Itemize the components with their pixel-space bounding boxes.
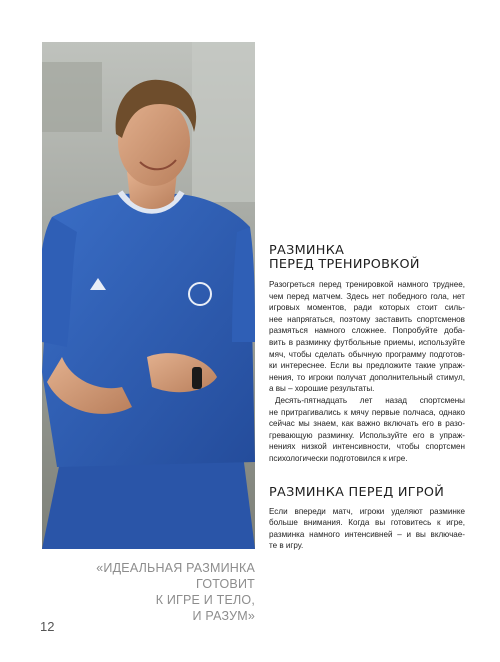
page-number: 12 bbox=[40, 619, 55, 634]
text-line: игровых моментов, ради которых стоит силь- bbox=[269, 303, 465, 313]
text-line: Если впереди матч, игроки уделяют разминке bbox=[269, 506, 465, 516]
pull-quote-line: И РАЗУМ» bbox=[192, 609, 255, 623]
text-line: вить в разминку футбольные приемы, используйте bbox=[269, 337, 465, 347]
text-line: нениях низкой интенсивности, чтобы спортсмен bbox=[269, 442, 465, 452]
text-line: психологически подготовился к игре. bbox=[269, 453, 408, 463]
text-line: размяться намного сложнее. Попробуйте доба- bbox=[269, 326, 465, 336]
pull-quote bbox=[42, 560, 255, 624]
text-line: Десять-пятнадцать лет назад спортсмены bbox=[275, 395, 465, 405]
text-line: Разогреться перед тренировкой намного труднее, bbox=[269, 280, 465, 289]
heading-line: ПЕРЕД ТРЕНИРОВКОЙ bbox=[269, 257, 420, 272]
section-heading-warmup-training bbox=[269, 244, 465, 272]
text-line: ки интереснее. Если вы предложите такие упраж- bbox=[269, 361, 465, 371]
heading-line: РАЗМИНКА ПЕРЕД ИГРОЙ bbox=[269, 484, 445, 500]
text-line: не притрагивались к мячу первые полчаса, однако bbox=[269, 407, 465, 417]
text-line: те в игру. bbox=[269, 541, 304, 551]
paragraph-warmup-training-1 bbox=[269, 279, 465, 395]
heading-line: РАЗМИНКА bbox=[269, 243, 345, 258]
pull-quote-line: «ИДЕАЛЬНАЯ РАЗМИНКА ГОТОВИТ bbox=[96, 561, 255, 591]
text-line: нения, то игроки получат дополнительный стимул, bbox=[269, 372, 465, 382]
paragraph-warmup-training-2 bbox=[269, 395, 465, 465]
text-line: гревающую разминку. Используйте его в упраж- bbox=[269, 430, 465, 440]
paragraph-warmup-game bbox=[269, 506, 465, 552]
text-line: больше внимания. Когда вы готовитесь к игре, bbox=[269, 518, 465, 528]
section-heading-warmup-game bbox=[269, 486, 465, 500]
player-photo bbox=[42, 42, 255, 549]
article-column bbox=[269, 244, 465, 552]
text-line: разминка намного интенсивней – и вы включае- bbox=[269, 529, 465, 539]
text-line: нее напрягаться, поэтому заставить спортсменов bbox=[269, 314, 465, 324]
text-line: сейчас мы знаем, как важно включать его в разо- bbox=[269, 419, 465, 429]
pull-quote-line: К ИГРЕ И ТЕЛО, bbox=[155, 593, 255, 607]
text-line: а вы – хорошие результаты. bbox=[269, 384, 375, 394]
text-line: мяч, чтобы сделать обычную программу подготов- bbox=[269, 349, 465, 359]
player-illustration bbox=[42, 42, 255, 549]
text-line: чем перед матчем. Здесь нет победного гола, нет bbox=[269, 291, 465, 301]
